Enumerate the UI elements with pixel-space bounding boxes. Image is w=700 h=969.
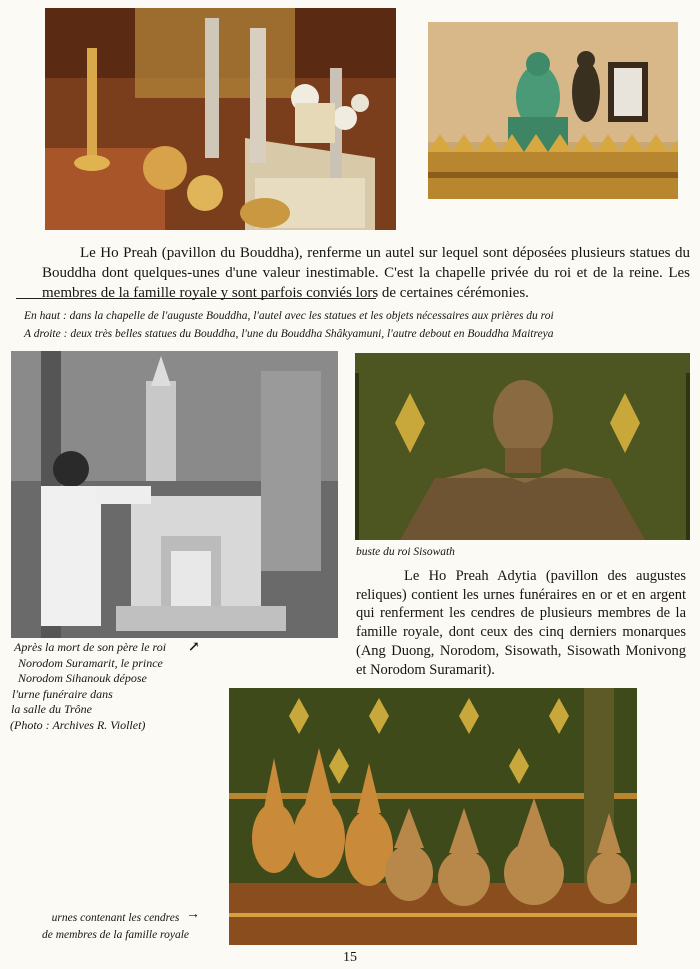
buddha-statues-photo: [428, 22, 678, 199]
caption-line: l'urne funéraire dans: [12, 686, 113, 701]
caption-line: de membres de la famille royale: [41, 929, 189, 941]
caption-line: urnes contenant les cendres: [51, 912, 180, 924]
caption-top: En haut : dans la chapelle de l'auguste Bouddha, l'autel avec les statues et les objets nécessaires aux prières du roi: [24, 310, 554, 322]
sihanouk-caption: [10, 640, 190, 733]
caption-line: Norodom Suramarit, le prince: [18, 655, 163, 670]
caption-line: Après la mort de son père le roi: [14, 640, 167, 654]
altar-photo: [45, 8, 396, 230]
intro-paragraph: [42, 243, 690, 303]
divider: [16, 298, 376, 299]
caption-right: A droite : deux très belles statues du Bouddha, l'une du Bouddha Shâkyamuni, l'autre debout en Bouddha Maitreya: [24, 328, 554, 340]
sihanouk-archive-photo: [11, 351, 338, 638]
funerary-urns-photo: [229, 688, 637, 945]
pointer-arrow-icon: →: [186, 907, 200, 922]
caption-line: la salle du Trône: [11, 702, 93, 716]
caption-line: Norodom Sihanouk dépose: [18, 671, 147, 685]
caption-credit: (Photo : Archives R. Viollet): [10, 717, 146, 732]
bust-caption: buste du roi Sisowath: [356, 546, 455, 558]
adytia-text: Le Ho Preah Adytia (pavillon des augustes reliques) contient les urnes funéraires en or et en argent qui renferment les cendres de plusieurs membres de la famille royale, dont ceux des cinq derniers monarques (Ang Duong, Norodom, Sisowath, Sisowath Monivong et Norodom Suramarit).: [356, 568, 686, 678]
adytia-paragraph: [356, 567, 686, 679]
pointer-arrow-icon: ↗: [188, 640, 200, 655]
intro-text: Le Ho Preah (pavillon du Bouddha), renferme un autel sur lequel sont déposées plusieurs statues du Bouddha dont quelques-unes d'une valeur inestimable. C'est la chapelle privée du roi et de la reine. Les membres de la famille royale y sont parfois conviés lors de certaines cérémonies.: [42, 245, 690, 301]
page-number: 15: [343, 950, 357, 965]
sisowath-bust-photo: [355, 353, 690, 540]
